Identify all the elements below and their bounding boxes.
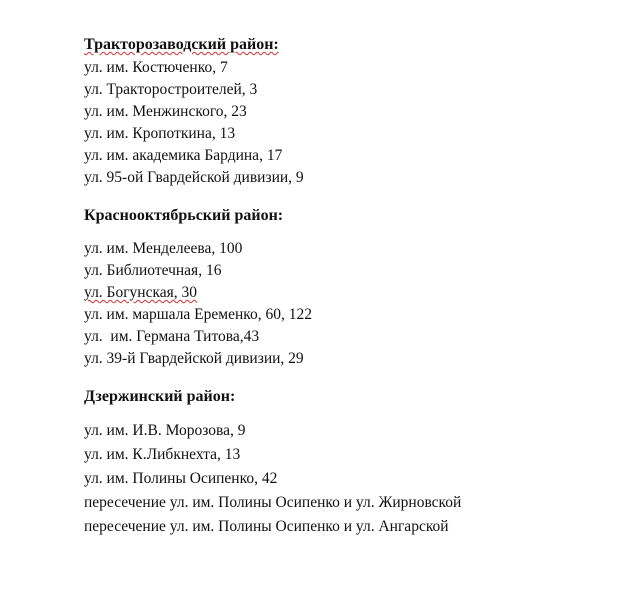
address-line: пересечение ул. им. Полины Осипенко и ул. Ангарской	[84, 518, 449, 535]
address-line: ул. им. маршала Еременко, 60, 122	[84, 306, 313, 323]
address-line: ул. им. Менжинского, 23	[84, 103, 247, 120]
document-body	[84, 34, 604, 539]
address-line: ул. 95-ой Гвардейской дивизии, 9	[84, 169, 304, 186]
address-line: пересечение ул. им. Полины Осипенко и ул. Жирновской	[84, 494, 462, 511]
address-line: ул. им. Кропоткина, 13	[84, 125, 236, 142]
address-line: ул. им. Менделеева, 100	[84, 240, 243, 257]
section-title: Краснооктябрьский район:	[84, 207, 284, 224]
address-line: ул. Библиотечная, 16	[84, 262, 222, 279]
section-title: Дзержинский район:	[84, 388, 236, 405]
section-title: Тракторозаводский район:	[84, 36, 279, 53]
section-spacer	[84, 189, 604, 205]
address-line: ул. Тракторостроителей, 3	[84, 81, 258, 98]
address-line: ул. Богунская, 30	[84, 284, 198, 301]
address-line: ул. 39-й Гвардейской дивизии, 29	[84, 350, 304, 367]
title-spacer	[84, 226, 604, 238]
address-line: ул. им. академика Бардина, 17	[84, 147, 283, 164]
address-line: ул. им. И.В. Морозова, 9	[84, 422, 246, 439]
address-line: ул. им. Германа Титова,43	[84, 328, 260, 345]
section-traktorozavodsky	[84, 34, 604, 189]
section-spacer	[84, 370, 604, 386]
section-dzerzhinsky	[84, 386, 604, 539]
section-krasnooktyabrsky	[84, 205, 604, 370]
address-line: ул. им. К.Либкнехта, 13	[84, 446, 241, 463]
address-line: ул. им. Полины Осипенко, 42	[84, 470, 278, 487]
address-line: ул. им. Костюченко, 7	[84, 59, 228, 76]
title-spacer	[84, 407, 604, 419]
